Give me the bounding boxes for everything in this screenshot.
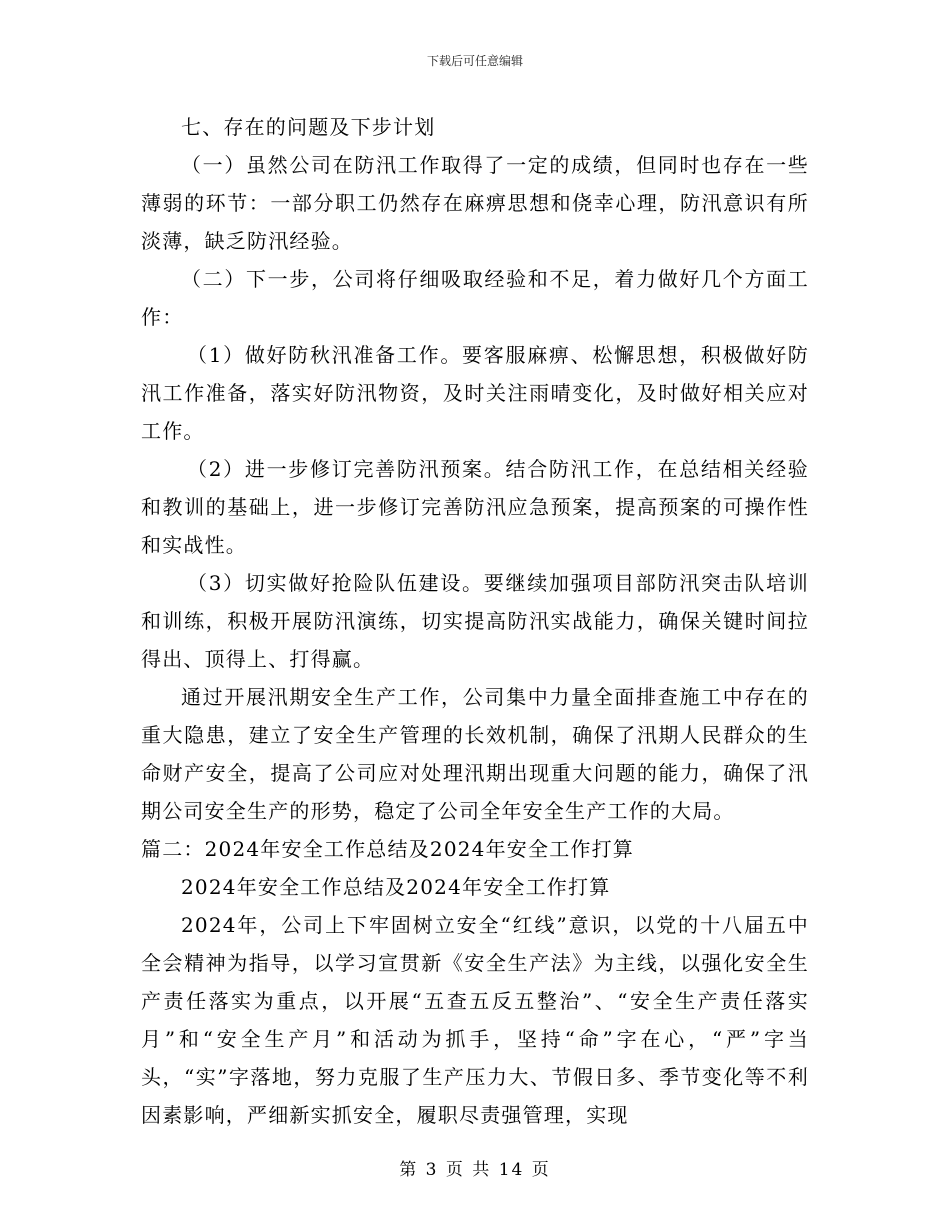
paragraph-intro-2024: 2024年，公司上下牢固树立安全“红线”意识，以党的十八届五中全会精神为指导，以学习宣贯新《安全生产法》为主线，以强化安全生产责任落实为重点，以开展“五查五反五整治”、“安全生产责任落实月”和“安全生产月”和活动为抓手，坚持“命”字在心，“严”字当头，“实”字落地，努力克服了生产压力大、节假日多、季节变化等不利因素影响，严细新实抓安全，履职尽责强管理，实现	[141, 913, 809, 1127]
paragraph-item-1: （1）做好防秋汛准备工作。要客服麻痹、松懈思想，积极做好防汛工作准备，落实好防汛物资，及时关注雨晴变化，及时做好相关应对工作。	[141, 343, 809, 443]
document-body	[141, 108, 809, 1134]
chapter-title: 篇二：2024年安全工作总结及2024年安全工作打算	[141, 837, 634, 861]
paragraph-summary: 通过开展汛期安全生产工作，公司集中力量全面排查施工中存在的重大隐患，建立了安全生产管理的长效机制，确保了汛期人民群众的生命财产安全，提高了公司应对处理汛期出现重大问题的能力，确保了汛期公司安全生产的形势，稳定了公司全年安全生产工作的大局。	[141, 685, 809, 823]
article-title: 2024年安全工作总结及2024年安全工作打算	[181, 875, 611, 899]
paragraph-item-2: （2）进一步修订完善防汛预案。结合防汛工作，在总结相关经验和教训的基础上，进一步修订完善防汛应急预案，提高预案的可操作性和实战性。	[141, 457, 809, 557]
paragraph-next-steps: （二）下一步，公司将仔细吸取经验和不足，着力做好几个方面工作：	[141, 267, 809, 329]
paragraph-problems: （一）虽然公司在防汛工作取得了一定的成绩，但同时也存在一些薄弱的环节：一部分职工仍然存在麻痹思想和侥幸心理，防汛意识有所淡薄，缺乏防汛经验。	[141, 153, 809, 253]
paragraph-item-3: （3）切实做好抢险队伍建设。要继续加强项目部防汛突击队培训和训练，积极开展防汛演练，切实提高防汛实战能力，确保关键时间拉得出、顶得上、打得赢。	[141, 571, 809, 671]
section-heading: 七、存在的问题及下步计划	[181, 115, 436, 139]
page-header-note: 下载后可任意编辑	[426, 54, 523, 68]
page-number-footer: 第 3 页 共 14 页	[399, 1160, 551, 1180]
